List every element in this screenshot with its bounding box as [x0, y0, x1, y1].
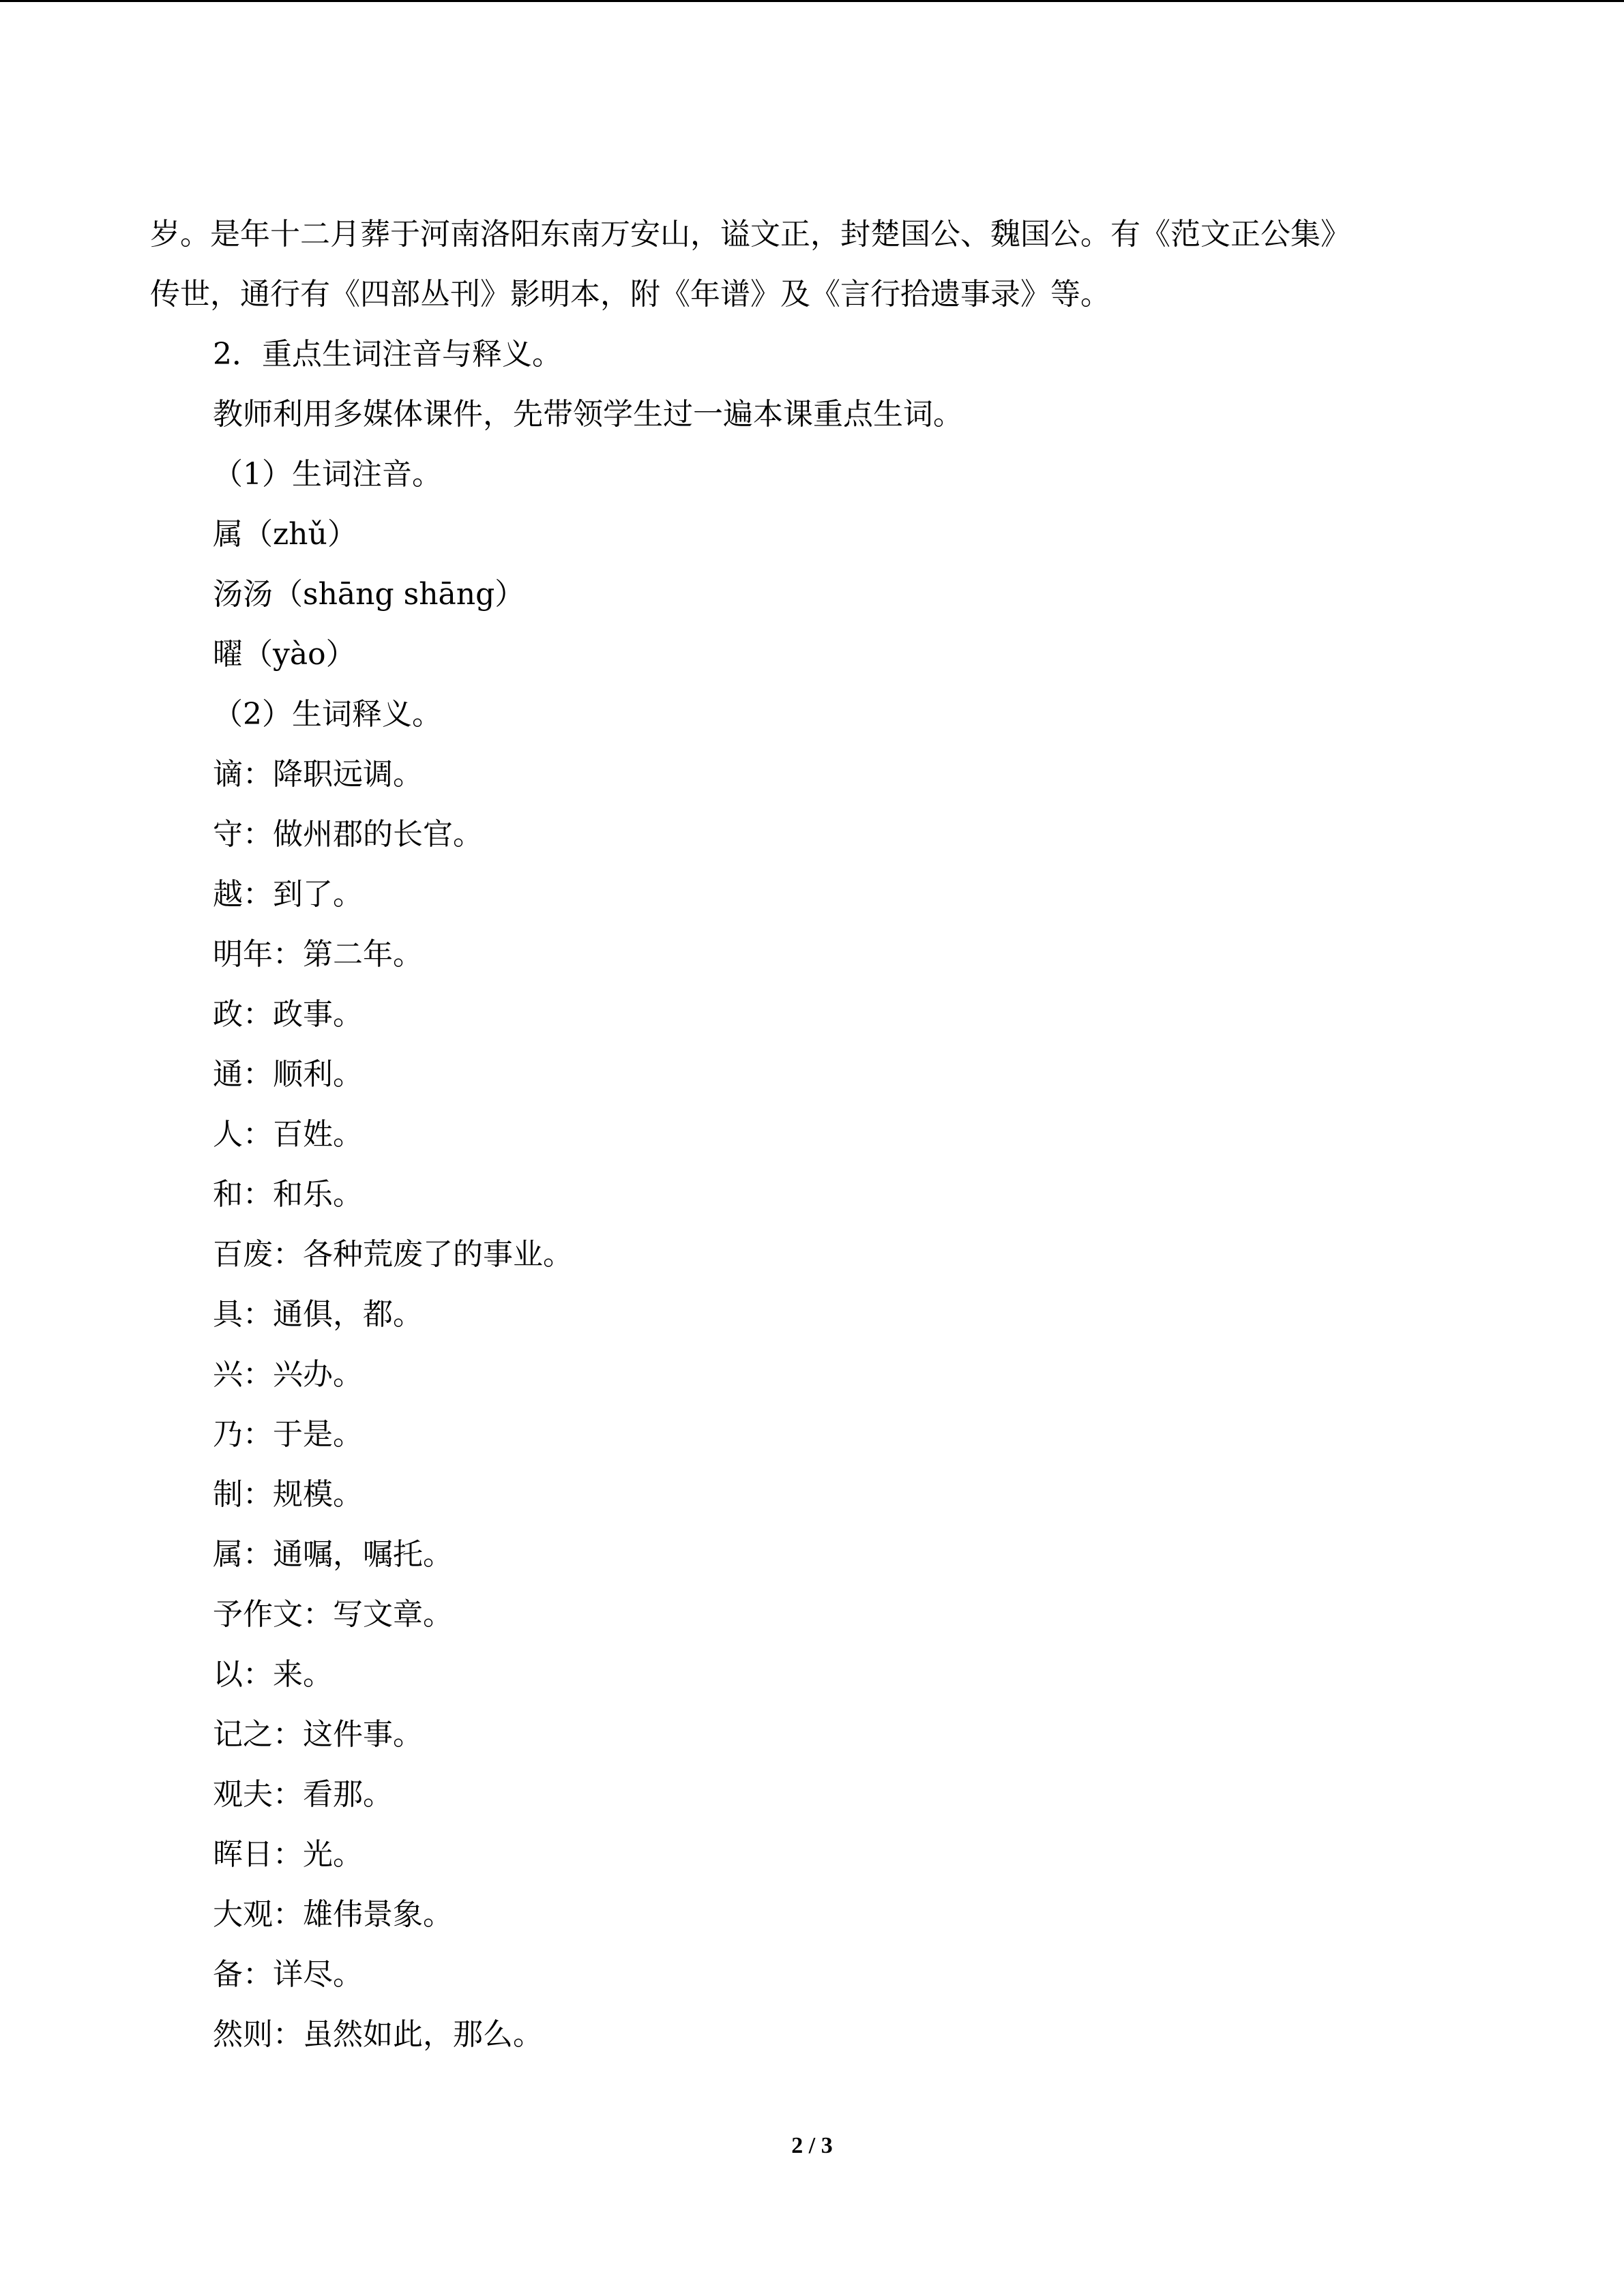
page-number: 2 / 3 [791, 2133, 833, 2158]
definition-item: 大观：雄伟景象。 [213, 1897, 453, 1932]
top-border-line [0, 0, 1624, 2]
definition-item: 百废：各种荒废了的事业。 [213, 1237, 573, 1272]
definition-item: 以：来。 [213, 1657, 333, 1692]
definition-heading: （2）生词释义。 [213, 697, 442, 732]
pronunciation-item: 汤汤（shāng shāng） [213, 577, 525, 612]
section-intro: 教师利用多媒体课件，先带领学生过一遍本课重点生词。 [213, 397, 963, 432]
definition-item: 谪：降职远调。 [213, 757, 423, 792]
definition-item: 记之：这件事。 [213, 1717, 423, 1752]
pronunciation-item: 曜（yào） [213, 637, 356, 672]
definition-item: 政：政事。 [213, 997, 363, 1032]
definition-item: 观夫：看那。 [213, 1777, 393, 1812]
definition-item: 通：顺利。 [213, 1057, 363, 1092]
intro-line-1: 岁。是年十二月葬于河南洛阳东南万安山，谥文正，封楚国公、魏国公。有《范文正公集》 [150, 217, 1350, 252]
definition-item: 制：规模。 [213, 1477, 363, 1512]
definition-item: 人：百姓。 [213, 1117, 363, 1152]
definition-item: 予作文：写文章。 [213, 1597, 453, 1632]
definition-item: 兴：兴办。 [213, 1357, 363, 1392]
definition-item: 晖日：光。 [213, 1837, 363, 1872]
definition-item: 具：通俱，都。 [213, 1297, 423, 1332]
definition-item: 然则：虽然如此，那么。 [213, 2017, 543, 2052]
definition-item: 属：通嘱，嘱托。 [213, 1537, 453, 1572]
definition-item: 守：做州郡的长官。 [213, 817, 483, 852]
section-heading: 2．重点生词注音与释义。 [213, 337, 562, 372]
definition-item: 备：详尽。 [213, 1957, 363, 1992]
document-body [150, 205, 1473, 2065]
definition-item: 乃：于是。 [213, 1417, 363, 1452]
definition-item: 明年：第二年。 [213, 937, 423, 972]
definition-item: 越：到了。 [213, 877, 363, 912]
pronunciation-heading: （1）生词注音。 [213, 457, 442, 492]
definition-item: 和：和乐。 [213, 1177, 363, 1212]
pronunciation-item: 属（zhǔ） [213, 517, 357, 552]
intro-line-2: 传世，通行有《四部丛刊》影明本，附《年谱》及《言行拾遗事录》等。 [150, 277, 1110, 312]
